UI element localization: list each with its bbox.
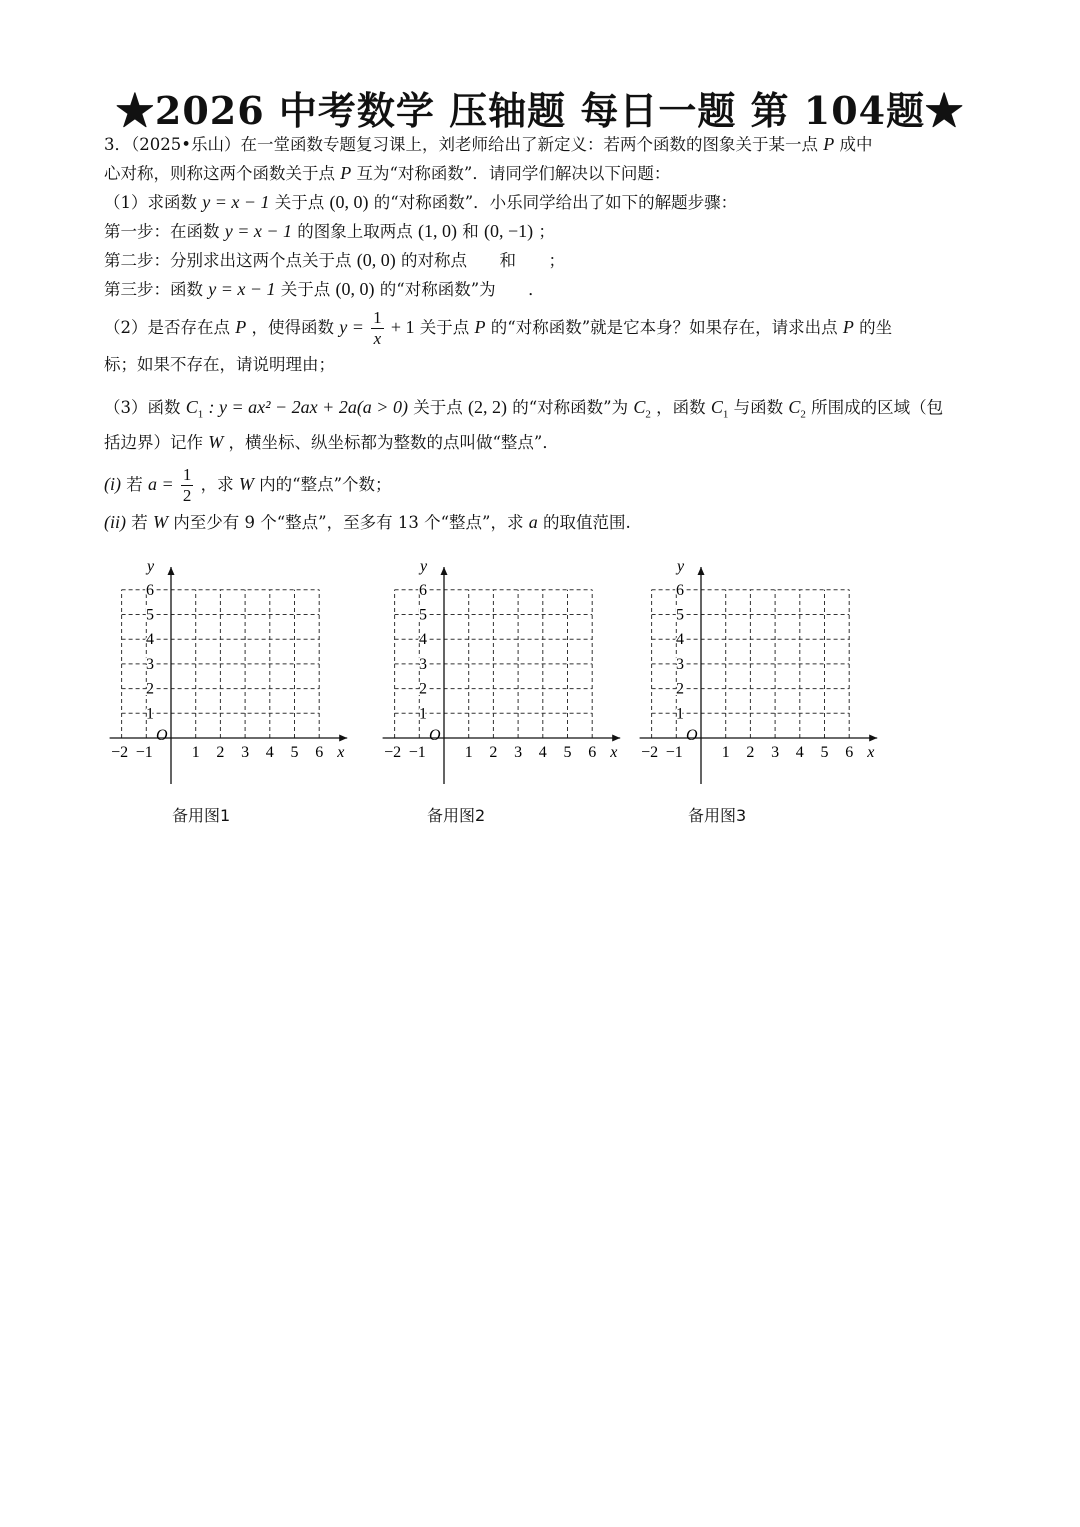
function-c1: C: [710, 397, 723, 417]
question-3-cont: [104, 428, 984, 457]
step-text: ；: [538, 222, 555, 241]
step-text: 第三步：函数: [104, 280, 203, 299]
backup-graphs: [100, 555, 900, 835]
fraction: [371, 308, 384, 349]
question-3-i: [104, 461, 984, 508]
fraction: [181, 465, 194, 506]
step-text: 的对称点: [401, 251, 467, 270]
y-tick-label: 3: [676, 655, 684, 673]
x-tick-label: 2: [489, 744, 498, 761]
x-tick-label: −2: [641, 744, 659, 761]
x-tick-label: 3: [514, 744, 523, 761]
q2-text: ，使得函数: [251, 318, 334, 337]
x-axis-label: x: [610, 744, 618, 761]
intro-text: 互为“对称函数”．请同学们解决以下问题：: [356, 164, 671, 183]
step-text: 和: [462, 222, 479, 241]
backup-graph-3: [630, 555, 880, 795]
intro-line-1: [104, 130, 984, 159]
caption-2: 备用图2: [427, 806, 486, 825]
equation: y = x − 1: [224, 221, 293, 241]
qii-text: 的取值范围.: [542, 513, 631, 533]
coordinate-grid: [373, 555, 623, 795]
y-tick-label: 2: [146, 680, 154, 698]
equation: + 1: [390, 317, 415, 337]
y-tick-label: 3: [146, 655, 154, 673]
x-tick-label: 1: [464, 744, 473, 761]
point: (1, 0): [418, 221, 458, 241]
q3-text: 与函数: [733, 398, 784, 417]
qii-text: 若: [131, 513, 148, 533]
y-axis-arrow: [441, 567, 448, 575]
x-tick-label: 6: [315, 744, 324, 761]
origin-label: O: [686, 727, 698, 744]
subscript: 1: [197, 408, 204, 421]
point: (0, −1): [484, 221, 534, 241]
x-tick-label: 4: [265, 744, 274, 761]
x-axis-arrow: [612, 735, 620, 742]
function-c2: C: [788, 397, 801, 417]
function-c1: C: [185, 397, 198, 417]
region-w: W: [238, 474, 254, 495]
x-tick-label: −1: [135, 744, 153, 761]
subscript: 1: [722, 408, 729, 421]
q2-text: 关于点: [419, 318, 470, 337]
x-tick-label: 2: [746, 744, 755, 761]
step-text: 第一步：在函数: [104, 222, 220, 241]
step-text: ；: [548, 251, 565, 270]
y-tick-label: 6: [419, 581, 427, 599]
y-tick-label: 2: [676, 680, 684, 698]
y-tick-label: 5: [676, 606, 684, 624]
y-axis-label: y: [147, 558, 155, 575]
subscript: 2: [645, 408, 651, 421]
q2-text: 标；如果不存在，请说明理由；: [104, 355, 335, 374]
qi-text: 若: [126, 475, 143, 495]
qii-text: 内至少有 9 个“整点”，至多有 13 个“整点”，求: [173, 513, 524, 533]
origin-label: O: [429, 727, 441, 744]
x-tick-label: −2: [111, 744, 129, 761]
qi-text: ，求: [200, 475, 234, 495]
point-origin: (0, 0): [356, 250, 396, 270]
x-axis-label: x: [867, 744, 875, 761]
fraction-numerator: 1: [182, 465, 192, 485]
fraction-denominator: x: [373, 329, 382, 348]
question-3-ii: [104, 508, 984, 537]
x-tick-label: −2: [384, 744, 402, 761]
y-tick-label: 1: [419, 705, 427, 723]
x-tick-label: 5: [820, 744, 829, 761]
intro-text: 成中: [839, 135, 873, 154]
step-text: 第二步：分别求出这两个点关于点: [104, 251, 352, 270]
backup-graph-2: [373, 555, 623, 795]
y-axis-arrow: [168, 567, 175, 575]
x-tick-label: 5: [290, 744, 299, 761]
y-tick-label: 1: [146, 705, 154, 723]
intro-line-2: [104, 159, 984, 188]
q1-text: （1）求函数: [104, 193, 197, 212]
y-axis-arrow: [698, 567, 705, 575]
sub-label: (ii): [104, 512, 126, 533]
point-p: P: [340, 163, 352, 183]
region-w: W: [153, 512, 168, 533]
x-axis-arrow: [869, 735, 877, 742]
equation: y = x − 1: [208, 279, 276, 299]
y-tick-label: 6: [146, 581, 154, 599]
equation: y = x − 1: [202, 192, 270, 212]
question-1: [104, 188, 984, 217]
fraction-denominator: 2: [182, 486, 192, 506]
sub-label: (i): [104, 474, 121, 495]
variable-a: a: [528, 512, 538, 533]
point-p: P: [235, 317, 247, 337]
q1-text: 关于点: [274, 193, 325, 212]
x-tick-label: −1: [408, 744, 426, 761]
x-tick-label: 6: [845, 744, 854, 761]
y-tick-label: 1: [676, 705, 684, 723]
equation: a =: [148, 474, 174, 495]
step-text: 和: [499, 251, 516, 270]
x-tick-label: 5: [563, 744, 572, 761]
step-text: 的“对称函数”为: [379, 280, 496, 299]
region-w: W: [208, 432, 224, 453]
problem-text: [104, 130, 984, 537]
equation: y =: [339, 317, 364, 337]
q1-text: 的“对称函数”．小乐同学给出了如下的解题步骤：: [373, 193, 738, 212]
question-2: [104, 304, 984, 351]
y-tick-label: 4: [146, 631, 154, 649]
point-p: P: [474, 317, 486, 337]
backup-graph-1: [100, 555, 350, 795]
intro-text: 心对称，则称这两个函数关于点: [104, 164, 335, 183]
point-origin: (0, 0): [335, 279, 375, 299]
x-axis-arrow: [339, 735, 347, 742]
step-text: 的图象上取两点: [297, 222, 413, 241]
x-tick-label: 4: [795, 744, 804, 761]
q2-text: （2）是否存在点: [104, 318, 230, 337]
x-tick-label: 1: [191, 744, 200, 761]
y-tick-label: 4: [676, 631, 684, 649]
qi-text: 内的“整点”个数；: [259, 475, 392, 495]
q3-text: ，横坐标、纵坐标都为整数的点叫做“整点”．: [228, 433, 559, 453]
y-tick-label: 5: [419, 606, 427, 624]
q3-text: 关于点: [413, 398, 463, 417]
page-title: ★2026 中考数学 压轴题 每日一题 第 104题★: [115, 88, 965, 133]
step-3: [104, 275, 984, 304]
x-tick-label: 6: [588, 744, 597, 761]
x-tick-label: 1: [721, 744, 730, 761]
origin-label: O: [156, 727, 168, 744]
q2-text: 的坐: [859, 318, 893, 337]
y-axis-label: y: [677, 558, 685, 575]
y-tick-label: 6: [676, 581, 684, 599]
step-1: [104, 217, 984, 246]
subscript: 2: [800, 408, 806, 421]
function-c2: C: [633, 397, 646, 417]
intro-text: 3．（2025•乐山）在一堂函数专题复习课上，刘老师给出了新定义：若两个函数的图象关于某一点: [104, 135, 818, 154]
x-tick-label: 2: [216, 744, 225, 761]
x-axis-label: x: [337, 744, 345, 761]
point-p: P: [823, 134, 835, 154]
question-3: [104, 393, 984, 428]
y-tick-label: 2: [419, 680, 427, 698]
point: (2, 2): [467, 397, 507, 417]
q3-text: 的“对称函数”为: [512, 398, 629, 417]
point-origin: (0, 0): [329, 192, 369, 212]
point-p: P: [842, 317, 854, 337]
y-tick-label: 5: [146, 606, 154, 624]
x-tick-label: 3: [241, 744, 250, 761]
q2-text: 的“对称函数”就是它本身？如果存在，请求出点: [490, 318, 838, 337]
coordinate-grid: [630, 555, 880, 795]
q3-text: 所围成的区域（包: [811, 398, 944, 417]
step-text: 关于点: [280, 280, 331, 299]
caption-1: 备用图1: [172, 806, 231, 825]
q3-text: （3）函数: [104, 398, 181, 417]
q3-text: ，函数: [656, 398, 706, 417]
step-2: [104, 246, 984, 275]
x-tick-label: 3: [771, 744, 780, 761]
y-tick-label: 4: [419, 631, 427, 649]
x-tick-label: −1: [665, 744, 683, 761]
y-tick-label: 3: [419, 655, 427, 673]
step-text: ．: [528, 280, 545, 299]
x-tick-label: 4: [538, 744, 547, 761]
equation: : y = ax² − 2ax + 2a(a > 0): [208, 397, 408, 417]
coordinate-grid: [100, 555, 350, 795]
fraction-numerator: 1: [373, 308, 382, 327]
q3-text: 括边界）记作: [104, 433, 203, 453]
question-2-cont: [104, 351, 984, 379]
y-axis-label: y: [420, 558, 428, 575]
caption-3: 备用图3: [688, 806, 747, 825]
